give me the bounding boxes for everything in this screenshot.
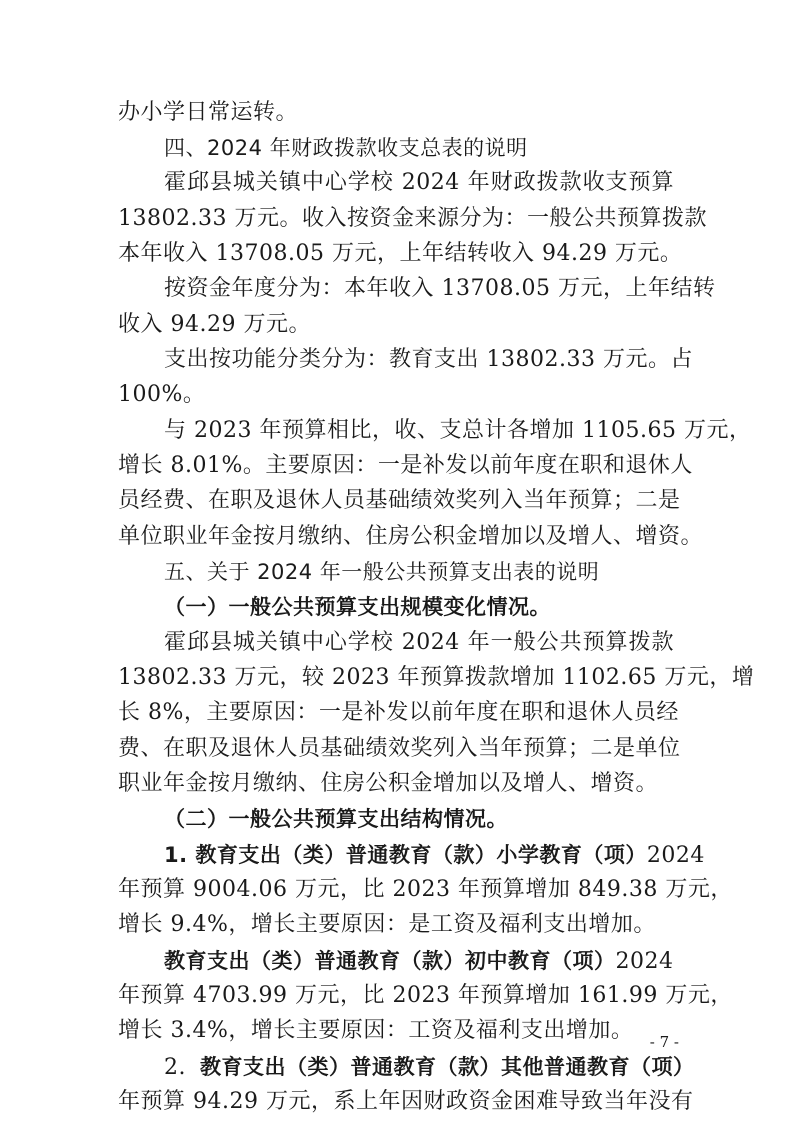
body-line: 13802.33 万元。收入按资金来源分为：一般公共预算拨款	[118, 206, 707, 231]
item-number: 2.	[164, 1055, 186, 1080]
body-line: 单位职业年金按月缴纳、住房公积金增加以及增人、增资。	[118, 524, 704, 549]
body-line	[164, 1047, 695, 1087]
body-line: 100%。	[118, 382, 206, 407]
body-line: 13802.33 万元，较 2023 年预算拨款增加 1102.65 万元，增	[118, 665, 755, 690]
body-line: 长 8%，主要原因：一是补发以前年度在职和退休人员经	[118, 700, 679, 725]
page-number: - 7 -	[649, 1033, 679, 1051]
body-line: 增长 3.4%，增长主要原因：工资及福利支出增加。	[118, 1018, 634, 1043]
item-year: 2024	[615, 949, 674, 974]
body-line: 年预算 4703.99 万元，比 2023 年预算增加 161.99 万元，	[118, 983, 733, 1008]
body-line: 办小学日常运转。	[118, 100, 299, 125]
section-heading-4: 四、2024 年财政拨款收支总表的说明	[164, 136, 528, 160]
body-line: 增长 9.4%，增长主要原因：是工资及福利支出增加。	[118, 912, 656, 937]
body-line: 增长 8.01%。主要原因：一是补发以前年度在职和退休人	[118, 453, 693, 478]
item-heading-primary-education: 1. 教育支出（类）普通教育（款）小学教育（项）	[164, 843, 647, 867]
body-line: 员经费、在职及退休人员基础绩效奖列入当年预算；二是	[118, 488, 681, 513]
body-line	[164, 941, 674, 981]
item-year: 2024	[646, 843, 705, 868]
body-line: 费、在职及退休人员基础绩效奖列入当年预算；二是单位	[118, 736, 681, 761]
body-line	[164, 835, 705, 875]
subsection-heading-1: （一）一般公共预算支出规模变化情况。	[164, 595, 551, 619]
body-line: 与 2023 年预算相比，收、支总计各增加 1105.65 万元，	[164, 418, 752, 443]
item-heading-junior-education: 教育支出（类）普通教育（款）初中教育（项）	[164, 949, 616, 973]
body-line: 霍邱县城关镇中心学校 2024 年财政拨款收支预算	[164, 170, 674, 195]
subsection-heading-2: （二）一般公共预算支出结构情况。	[164, 807, 508, 831]
body-line: 收入 94.29 万元。	[118, 312, 311, 337]
section-heading-5: 五、关于 2024 年一般公共预算支出表的说明	[164, 560, 600, 584]
body-line: 支出按功能分类分为：教育支出 13802.33 万元。占	[164, 347, 693, 372]
body-line: 按资金年度分为：本年收入 13708.05 万元，上年结转	[164, 276, 716, 301]
body-line: 本年收入 13708.05 万元，上年结转收入 94.29 万元。	[118, 241, 683, 266]
body-line: 年预算 94.29 万元，系上年因财政资金困难导致当年没有	[118, 1089, 694, 1114]
item-heading-other-education: 教育支出（类）普通教育（款）其他普通教育（项）	[200, 1055, 695, 1079]
body-line: 年预算 9004.06 万元，比 2023 年预算增加 849.38 万元，	[118, 877, 733, 902]
body-line: 职业年金按月缴纳、住房公积金增加以及增人、增资。	[118, 771, 659, 796]
body-line: 霍邱县城关镇中心学校 2024 年一般公共预算拨款	[164, 630, 674, 655]
